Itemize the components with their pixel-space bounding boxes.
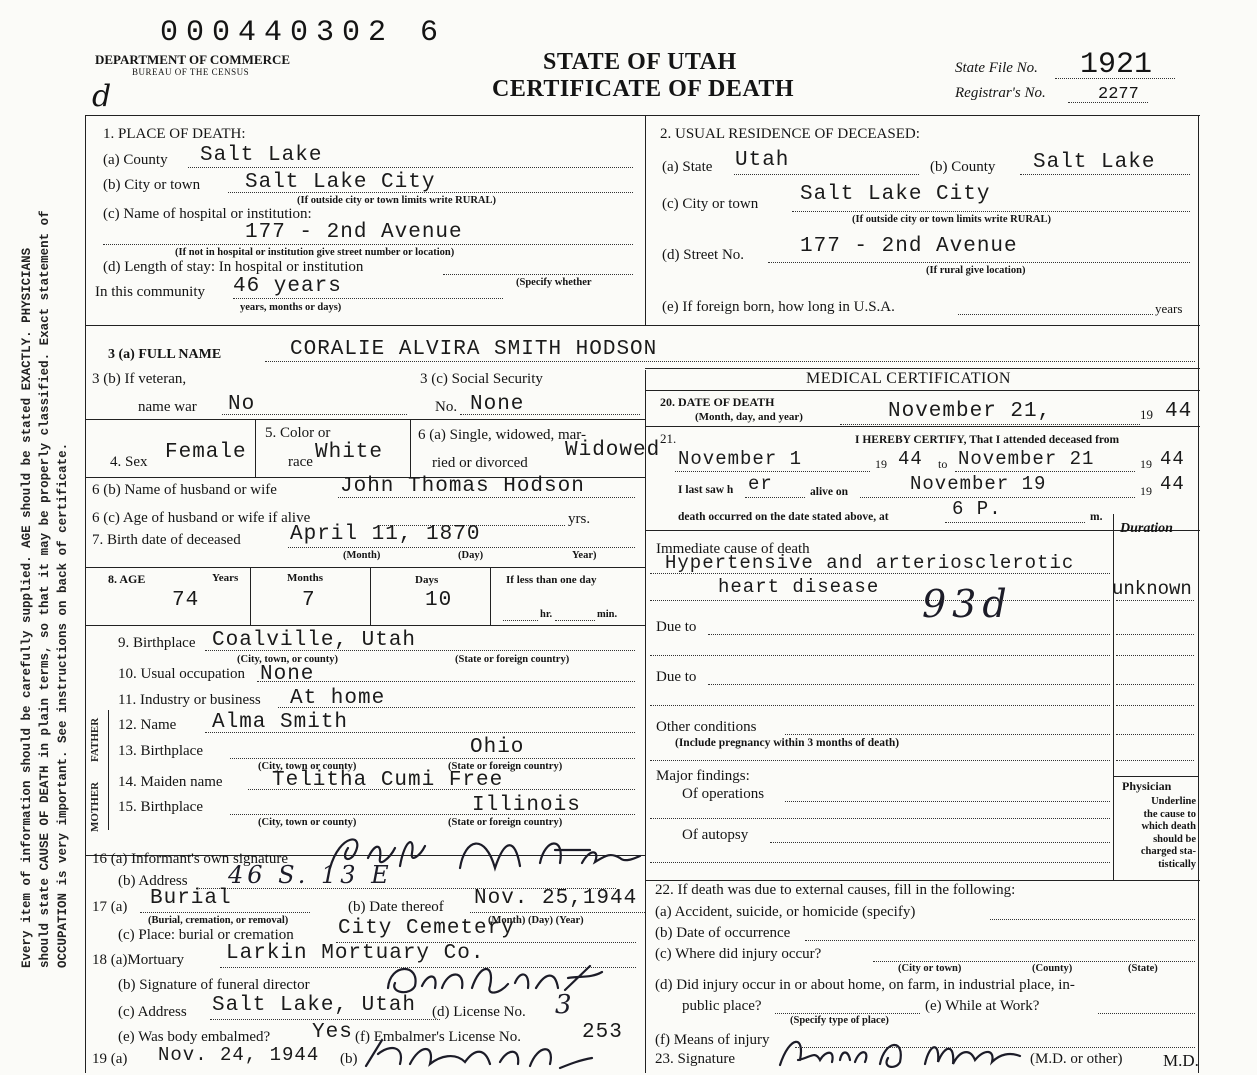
signature-label: 23. Signature: [655, 1051, 735, 1067]
cause-code: 93d: [922, 582, 1013, 626]
place-of-death-heading: 1. PLACE OF DEATH:: [103, 126, 246, 142]
external-c-county: (County): [1032, 963, 1073, 974]
alive-19: 19: [1140, 484, 1152, 498]
due-to-2-label: Due to: [656, 669, 697, 685]
due-to-1-label: Due to: [656, 619, 697, 635]
spouse-value: John Thomas Hodson: [340, 475, 585, 498]
major-findings-label: Major findings:: [656, 768, 750, 784]
duration-value: unknown: [1112, 578, 1192, 600]
mother-name-label: 14. Maiden name: [118, 774, 223, 790]
burial-date-note: (Month) (Day) (Year): [488, 915, 584, 926]
occupation-value: None: [260, 663, 315, 686]
external-d-1: (d) Did injury occur in or about home, on farm, in industrial place, in-: [655, 977, 1075, 993]
external-e: (e) While at Work?: [925, 998, 1040, 1014]
other-conditions-label: Other conditions: [656, 719, 757, 735]
age-months-label: Months: [287, 572, 324, 584]
alive-label: alive on: [810, 486, 849, 498]
embalmer-license-value: 253: [582, 1021, 623, 1044]
ss-value: None: [470, 393, 525, 416]
residence-heading: 2. USUAL RESIDENCE OF DECEASED:: [660, 126, 920, 142]
foreign-suffix: years: [1155, 301, 1183, 316]
state-file-label: State File No.: [955, 60, 1038, 76]
filed-b-label: (b): [340, 1051, 358, 1067]
cause-label: Immediate cause of death: [656, 541, 810, 557]
community-label: In this community: [95, 284, 205, 300]
physician-box-title: Physician: [1122, 779, 1172, 793]
res-street-note: (If rural give location): [926, 265, 1026, 276]
industry-label: 11. Industry or business: [118, 692, 261, 708]
mother-city-note: (City, town or county): [258, 817, 357, 828]
death-date-value: November 21,: [888, 400, 1052, 423]
physician-box-line: Underline: [1151, 796, 1196, 807]
burial-place-value: City Cemetery: [338, 917, 515, 940]
age-label: 8. AGE: [108, 572, 146, 586]
department-line: DEPARTMENT OF COMMERCE: [95, 52, 291, 67]
spouse-label: 6 (b) Name of husband or wife: [92, 482, 277, 498]
director-label: (b) Signature of funeral director: [118, 977, 310, 993]
from-year-value: 44: [898, 448, 923, 470]
external-b: (b) Date of occurrence: [655, 925, 791, 941]
item-21-label: 21.: [660, 431, 677, 446]
embalmed-value: Yes: [312, 1021, 353, 1044]
state-file-number: 1921: [1080, 48, 1153, 82]
occurred-label: death occurred on the date stated above, at: [678, 511, 889, 523]
death-year-pre: 19: [1140, 407, 1153, 422]
external-c: (c) Where did injury occur?: [655, 946, 822, 962]
birth-year-note: Year): [572, 550, 597, 561]
time-value: 6 P.: [952, 498, 1002, 520]
death-year-value: 44: [1165, 400, 1193, 423]
duration-label: Duration: [1120, 521, 1173, 536]
autopsy-label: Of autopsy: [682, 827, 749, 843]
from-19: 19: [875, 457, 887, 471]
attended-to-value: November 21: [958, 448, 1095, 470]
last-saw-label: I last saw h: [678, 484, 734, 496]
funeral-address-value: Salt Lake, Utah: [212, 994, 417, 1017]
res-state-label: (a) State: [662, 159, 713, 175]
bp-state-note: (State or foreign country): [455, 654, 570, 665]
burial-date-value: Nov. 25,1944: [474, 887, 638, 910]
sex-label: 4. Sex: [110, 454, 148, 470]
mother-bp-value: Illinois: [472, 794, 581, 817]
md-value: M.D.: [1163, 1051, 1199, 1070]
father-city-note: (City, town or county): [258, 761, 357, 772]
side-note-line1: Every item of information should be carefully supplied. AGE should be stated EXACTLY. PHYSICIANS: [20, 247, 34, 968]
external-f: (f) Means of injury: [655, 1032, 770, 1048]
birth-month-note: (Month): [343, 550, 381, 561]
war-label: name war: [138, 399, 197, 415]
external-heading: 22. If death was due to external causes, fill in the following:: [655, 882, 1016, 898]
physician-signature: [770, 1030, 1030, 1075]
res-street-label: (d) Street No.: [662, 247, 745, 263]
hospital-label: (c) Name of hospital or institution:: [103, 206, 312, 222]
death-city-label: (b) City or town: [103, 177, 201, 193]
specify-note: (Specify whether: [516, 277, 592, 288]
registrar-label: Registrar's No.: [955, 85, 1046, 101]
war-value: No: [228, 393, 256, 416]
external-a: (a) Accident, suicide, or homicide (specify): [655, 904, 916, 920]
age-months-value: 7: [302, 589, 316, 612]
race-value: White: [315, 441, 384, 464]
res-county-value: Salt Lake: [1033, 151, 1156, 174]
years-note: years, months or days): [240, 302, 342, 313]
external-d-2: public place?: [682, 998, 762, 1014]
document-title: CERTIFICATE OF DEATH: [492, 76, 795, 102]
mortuary-value: Larkin Mortuary Co.: [226, 942, 485, 965]
mortuary-label: 18 (a)Mortuary: [92, 952, 185, 968]
age-days-value: 10: [425, 589, 453, 612]
bp-city-note: (City, town, or county): [237, 654, 339, 665]
death-county-value: Salt Lake: [200, 144, 323, 167]
occupation-label: 10. Usual occupation: [118, 666, 246, 682]
external-c-city: (City or town): [898, 963, 962, 974]
embalmer-label: (f) Embalmer's License No.: [355, 1029, 521, 1045]
filed-label: 19 (a): [92, 1051, 128, 1067]
father-bp-value: Ohio: [470, 736, 525, 759]
color-label: 5. Color or: [265, 425, 331, 441]
physician-box-line: tistically: [1158, 858, 1196, 870]
physician-box-text: [1116, 796, 1196, 871]
burial-place-label: (c) Place: burial or cremation: [118, 927, 294, 943]
physician-box-line: charged sta-: [1140, 846, 1196, 857]
to-year-value: 44: [1160, 448, 1185, 470]
mother-bp-label: 15. Birthplace: [118, 799, 203, 815]
cause-line-1: Hypertensive and arteriosclerotic: [665, 552, 1075, 574]
stay-label: (d) Length of stay: In hospital or institution: [103, 259, 364, 275]
age-days-label: Days: [415, 574, 439, 586]
veteran-label: 3 (b) If veteran,: [92, 371, 187, 387]
res-city-value: Salt Lake City: [800, 183, 991, 206]
external-c-state: (State): [1128, 963, 1158, 974]
min-label: min.: [597, 609, 618, 620]
less-than-day-label: If less than one day: [506, 574, 597, 586]
license-value: 3: [555, 990, 572, 1020]
age-years-value: 74: [172, 589, 200, 612]
spouse-age-label: 6 (c) Age of husband or wife if alive: [92, 510, 311, 526]
birth-date-label: 7. Birth date of deceased: [92, 532, 241, 548]
license-label: (d) License No.: [432, 1004, 526, 1020]
mother-state-note: (State or foreign country): [448, 817, 563, 828]
full-name-label: 3 (a) FULL NAME: [108, 347, 222, 362]
father-bp-label: 13. Birthplace: [118, 743, 203, 759]
certify-text: I HEREBY CERTIFY, That I attended deceased from: [855, 434, 1120, 446]
ss-no-label: No.: [435, 399, 458, 415]
medical-heading: MEDICAL CERTIFICATION: [806, 370, 1011, 387]
operations-label: Of operations: [682, 786, 765, 802]
external-specify-note: (Specify type of place): [790, 1015, 889, 1026]
father-name-label: 12. Name: [118, 717, 177, 733]
foreign-label: (e) If foreign born, how long in U.S.A.: [662, 299, 895, 315]
community-value: 46 years: [233, 275, 342, 298]
death-date-sub: (Month, day, and year): [695, 411, 803, 423]
serial-number: 000440302 6: [160, 16, 447, 50]
res-city-note: (If outside city or town limits write RURAL): [852, 214, 1051, 225]
sex-value: Female: [165, 441, 247, 464]
father-side-label: FATHER: [89, 717, 101, 762]
registrar-signature: [360, 1034, 600, 1074]
side-note-line2: should state CAUSE OF DEATH in plain terms, so that it may be properly classified. Exact statement of: [38, 210, 52, 968]
burial-date-label: (b) Date thereof: [348, 899, 444, 915]
burial-note: (Burial, cremation, or removal): [148, 915, 289, 926]
burial-value: Burial: [150, 887, 232, 910]
registrar-number: 2277: [1098, 85, 1139, 104]
md-label: (M.D. or other): [1030, 1051, 1123, 1067]
birth-date-value: April 11, 1870: [290, 523, 481, 546]
hospital-value: 177 - 2nd Avenue: [245, 221, 463, 244]
birthplace-value: Coalville, Utah: [212, 629, 417, 652]
other-conditions-note: (Include pregnancy within 3 months of death): [675, 737, 900, 749]
spouse-age-suffix: yrs.: [568, 511, 591, 527]
embalmed-label: (e) Was body embalmed?: [118, 1029, 271, 1045]
to-label: to: [938, 457, 948, 471]
attended-from-value: November 1: [678, 448, 803, 470]
physician-box-line: which death: [1141, 821, 1196, 832]
hospital-note: (If not in hospital or institution give street number or location): [175, 247, 455, 258]
father-state-note: (State or foreign country): [448, 761, 563, 772]
res-county-label: (b) County: [930, 159, 996, 175]
corner-mark: d: [92, 79, 112, 114]
burial-label: 17 (a): [92, 899, 128, 915]
birthplace-label: 9. Birthplace: [118, 635, 196, 651]
cause-line-2: heart disease: [718, 576, 880, 598]
document-title-state: STATE OF UTAH: [543, 49, 737, 75]
side-note-line3: OCCUPATION is very important. See instructions on back of certificate.: [56, 442, 70, 968]
informant-address-label: (b) Address: [118, 873, 188, 889]
physician-box-line: should be: [1153, 833, 1196, 845]
age-years-label: Years: [212, 572, 239, 584]
informant-sig-label: 16 (a) Informant's own signature: [92, 851, 288, 867]
res-state-value: Utah: [735, 149, 790, 172]
res-city-label: (c) City or town: [662, 196, 759, 212]
informant-address-value: 46 S. 13 E: [228, 861, 393, 889]
birth-day-note: (Day): [458, 550, 484, 561]
mother-side-label: MOTHER: [89, 781, 101, 832]
death-city-value: Salt Lake City: [245, 171, 436, 194]
hr-label: hr.: [540, 609, 553, 620]
death-city-note: (If outside city or town limits write RURAL): [297, 195, 496, 206]
physician-box-line: the cause to: [1143, 808, 1196, 820]
marital-value: Widowed: [565, 439, 661, 462]
mother-name-value: Telitha Cumi Free: [272, 769, 504, 792]
industry-value: At home: [290, 687, 386, 710]
last-saw-value: er: [748, 473, 773, 495]
res-street-value: 177 - 2nd Avenue: [800, 235, 1018, 258]
race-label: race: [288, 454, 313, 470]
alive-on-value: November 19: [910, 473, 1047, 495]
marital-label-2: ried or divorced: [432, 455, 528, 471]
full-name-value: CORALIE ALVIRA SMITH HODSON: [290, 338, 658, 361]
filed-date-value: Nov. 24, 1944: [158, 1044, 320, 1066]
m-label: m.: [1090, 511, 1103, 523]
funeral-address-label: (c) Address: [118, 1004, 187, 1020]
ss-label: 3 (c) Social Security: [420, 371, 543, 387]
marital-label-1: 6 (a) Single, widowed, mar-: [418, 427, 586, 443]
to-19: 19: [1140, 457, 1152, 471]
death-county-label: (a) County: [103, 152, 168, 168]
alive-year-value: 44: [1160, 473, 1185, 495]
bureau-line: BUREAU OF THE CENSUS: [132, 67, 250, 77]
father-name-value: Alma Smith: [212, 711, 349, 734]
death-date-label: 20. DATE OF DEATH: [660, 395, 775, 409]
